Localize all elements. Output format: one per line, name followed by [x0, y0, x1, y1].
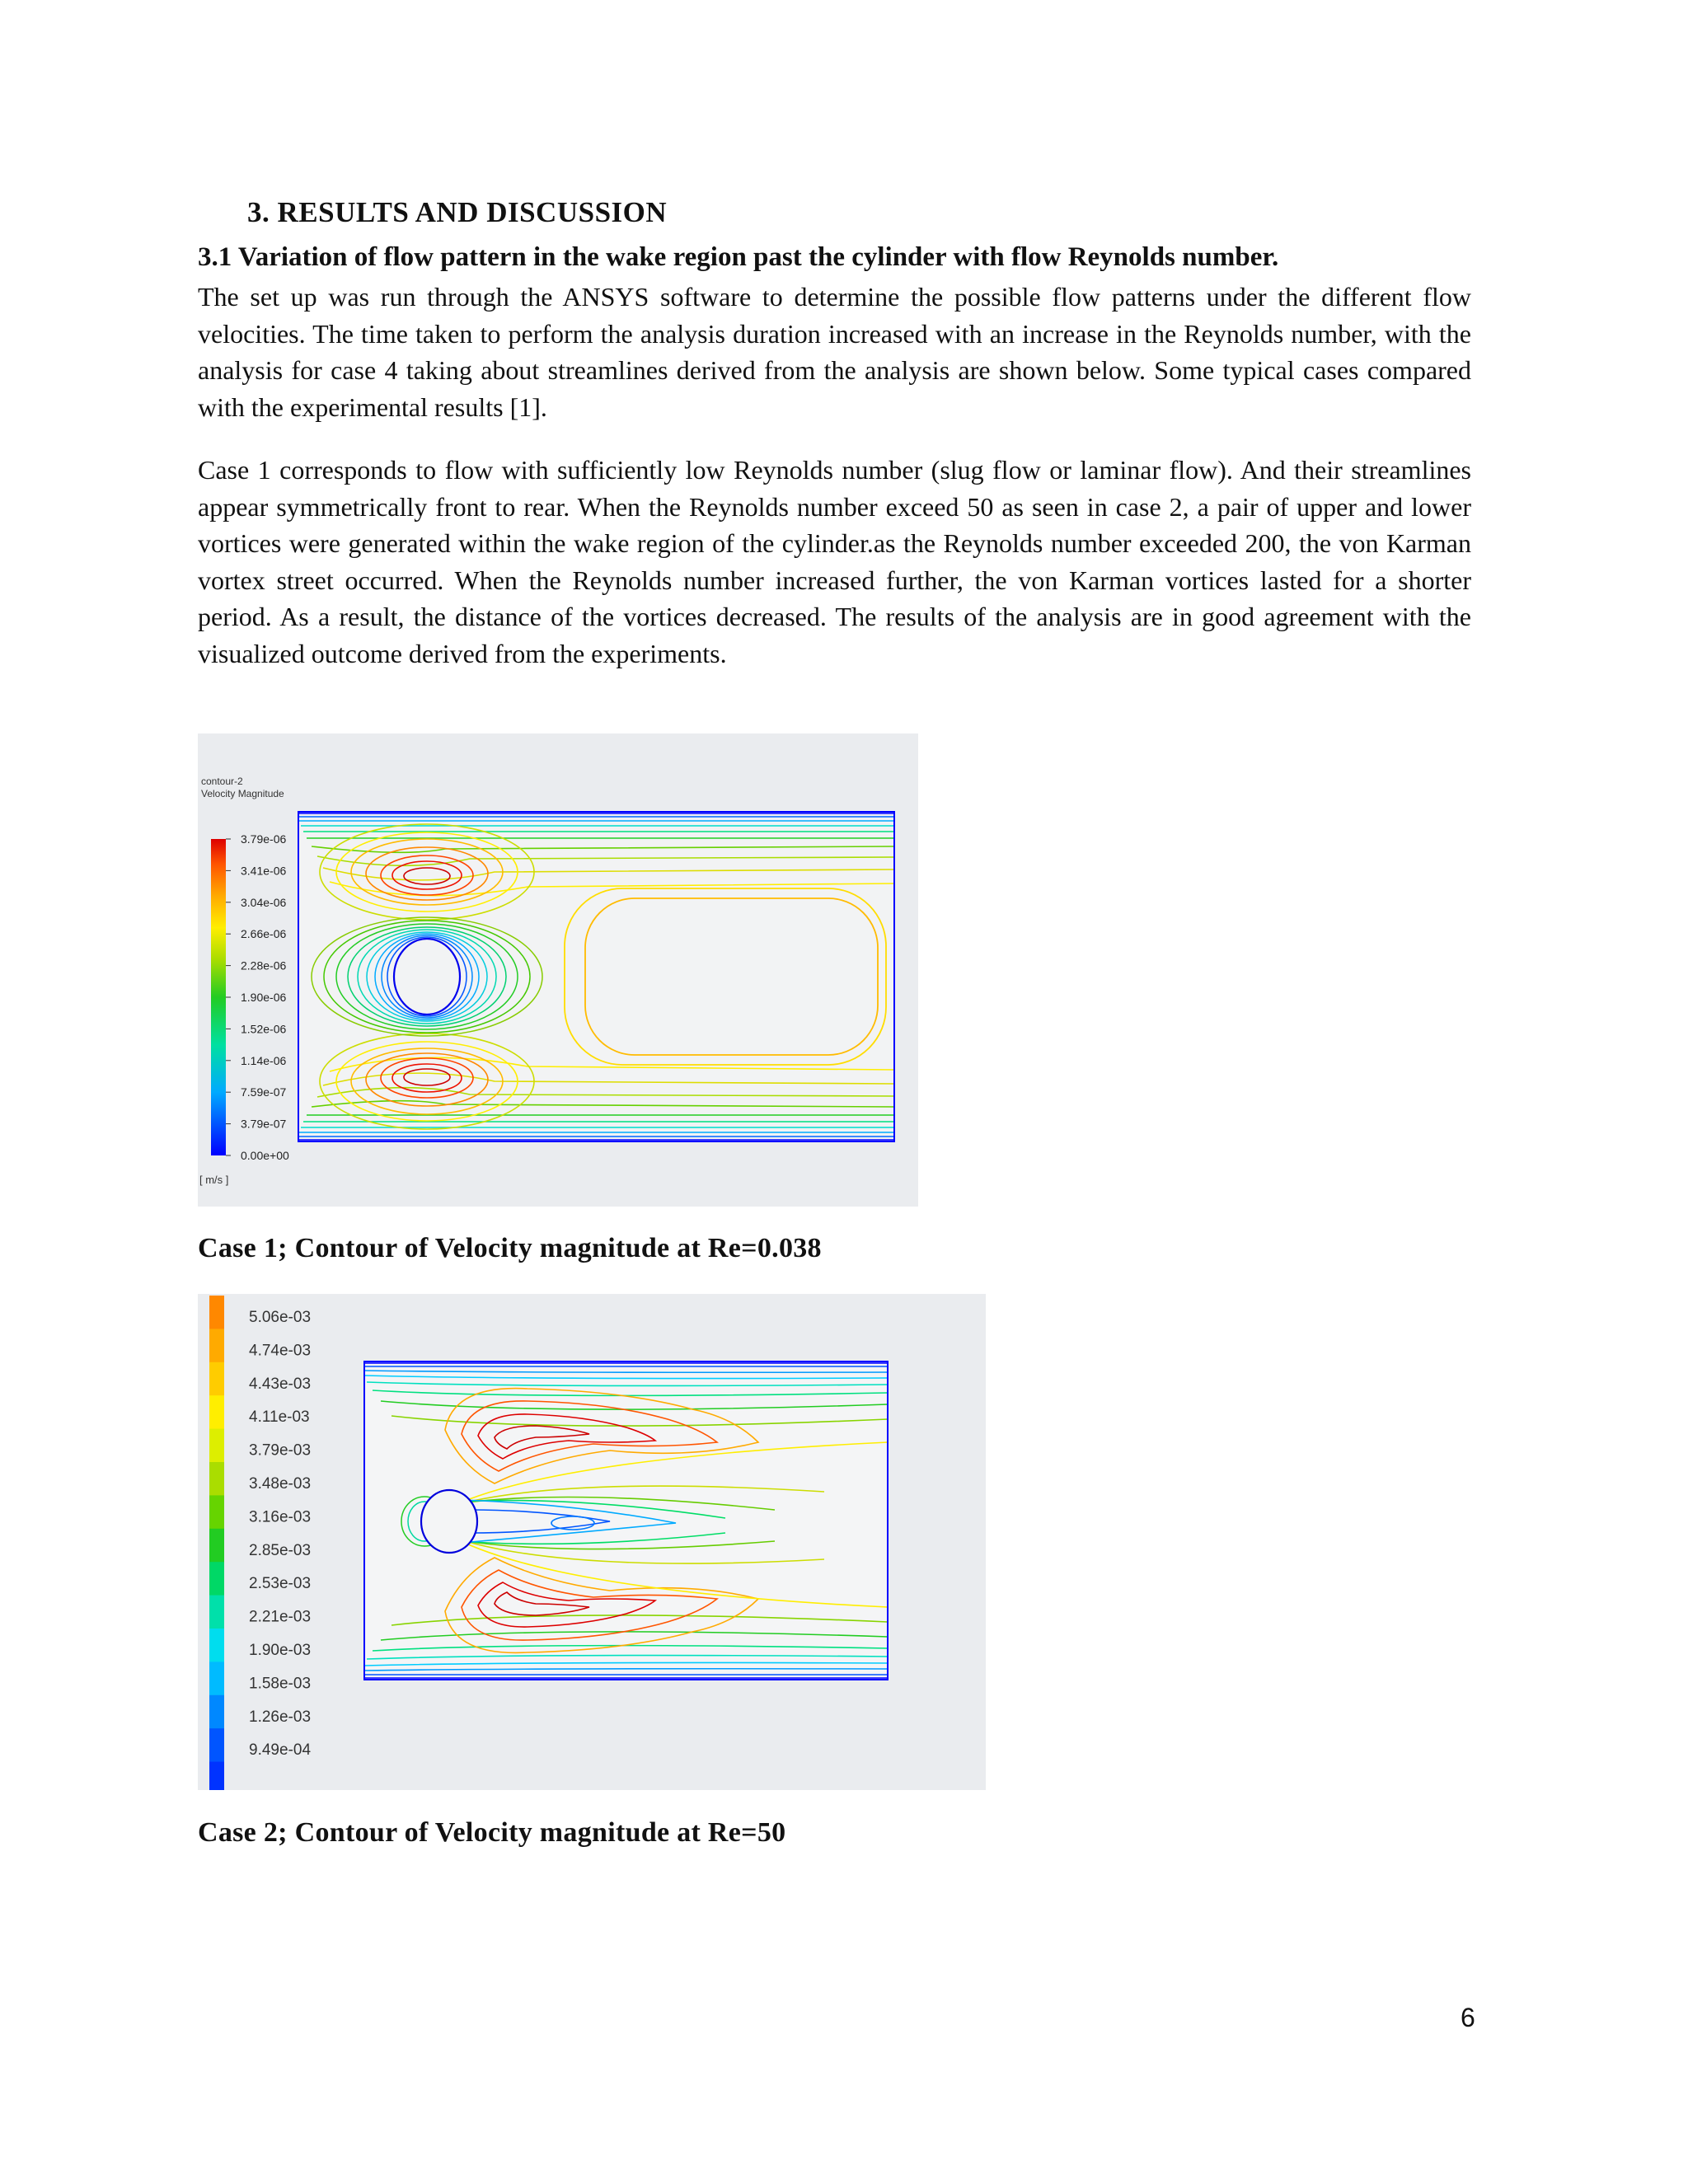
- figure-1-caption: Case 1; Contour of Velocity magnitude at Re=0.038: [198, 1233, 822, 1263]
- paragraph-2: Case 1 corresponds to flow with sufficiently low Reynolds number (slug flow or laminar flow). And their streamlines appear symmetrically front to rear. When the Reynolds number exceed 50 as seen in case 2, a pair of upper and lower vortices were generated within the wake region of the cylinder.as the Reynolds number exceeded 200, the von Karman vortex street occurred. When the Reynolds number increased further, the von Karman vortices lasted for a shorter period. As a result, the distance of the vortices decreased. The results of the analysis are in good agreement with the visualized outcome derived from the experiments.: [198, 455, 1471, 668]
- unit-label: [ m/s ]: [199, 1174, 229, 1186]
- legend-value: 4.43e-03: [249, 1375, 312, 1393]
- legend-value: 4.11e-03: [249, 1408, 310, 1427]
- figure-1-svg: [198, 733, 918, 1207]
- section-heading: 3. RESULTS AND DISCUSSION: [247, 196, 668, 228]
- legend-value: 1.26e-03: [249, 1708, 312, 1726]
- legend-value: 2.85e-03: [249, 1541, 312, 1559]
- legend-title-1: contour-2: [201, 776, 243, 787]
- legend-value: 1.90e-06: [241, 991, 287, 1004]
- figure-1-contour-plot: [198, 733, 918, 1207]
- legend-value: 7.59e-07: [241, 1085, 287, 1099]
- legend-value: 3.48e-03: [249, 1475, 312, 1493]
- colorbar-1: [211, 839, 226, 1155]
- figure-2-contour-plot: [198, 1294, 986, 1790]
- colorbar-band: [209, 1462, 224, 1496]
- colorbar-band: [209, 1596, 224, 1629]
- legend-value: 2.21e-03: [249, 1608, 312, 1626]
- paragraph-1: The set up was run through the ANSYS software to determine the possible flow patterns under the different flow velocities. The time taken to perform the analysis duration increased with an increase in the Reynolds number, with the analysis for case 4 taking about streamlines derived from the analysis are shown below. Some typical cases compared with the experimental results [1].: [198, 282, 1471, 422]
- flow-domain-1: [298, 812, 894, 1141]
- legend-value: 1.52e-06: [241, 1022, 287, 1036]
- colorbar-band: [209, 1562, 224, 1596]
- legend-value: 3.79e-07: [241, 1117, 287, 1131]
- legend-value: 3.41e-06: [241, 864, 287, 878]
- colorbar-band: [209, 1695, 224, 1729]
- colorbar-band: [209, 1329, 224, 1362]
- colorbar-band: [209, 1362, 224, 1396]
- flow-domain-2: [364, 1361, 888, 1680]
- colorbar-band: [209, 1629, 224, 1662]
- legend-value: 3.16e-03: [249, 1508, 312, 1526]
- legend-value: 3.04e-06: [241, 895, 287, 909]
- colorbar-2: [209, 1296, 224, 1790]
- legend-value: 9.49e-04: [249, 1741, 312, 1760]
- colorbar-band: [209, 1529, 224, 1563]
- legend-value: 1.58e-03: [249, 1675, 312, 1693]
- legend-value: 3.79e-03: [249, 1441, 312, 1460]
- legend-value: 1.90e-03: [249, 1642, 312, 1659]
- legend-value: 0.00e+00: [241, 1149, 289, 1162]
- legend-value: 5.06e-03: [249, 1309, 312, 1326]
- colorbar-band: [209, 1495, 224, 1529]
- legend-value: 1.14e-06: [241, 1053, 287, 1067]
- colorbar-band: [209, 1762, 224, 1790]
- legend-value: 2.28e-06: [241, 958, 287, 972]
- legend-value: 2.53e-03: [249, 1575, 312, 1593]
- legend-title-2: Velocity Magnitude: [201, 788, 284, 799]
- page-number: 6: [1461, 2003, 1475, 2032]
- legend-value: 2.66e-06: [241, 927, 287, 941]
- subsection-heading: 3.1 Variation of flow pattern in the wake region past the cylinder with flow Reynolds number.: [198, 242, 1279, 272]
- figure-2-caption: Case 2; Contour of Velocity magnitude at Re=50: [198, 1817, 786, 1848]
- legend-value: 3.79e-06: [241, 832, 287, 846]
- legend-value: 4.74e-03: [249, 1342, 312, 1360]
- colorbar-band: [209, 1395, 224, 1429]
- figure-2-svg: [198, 1294, 986, 1790]
- colorbar-band: [209, 1296, 224, 1329]
- colorbar-band: [209, 1429, 224, 1463]
- colorbar-band: [209, 1728, 224, 1762]
- colorbar-band: [209, 1661, 224, 1695]
